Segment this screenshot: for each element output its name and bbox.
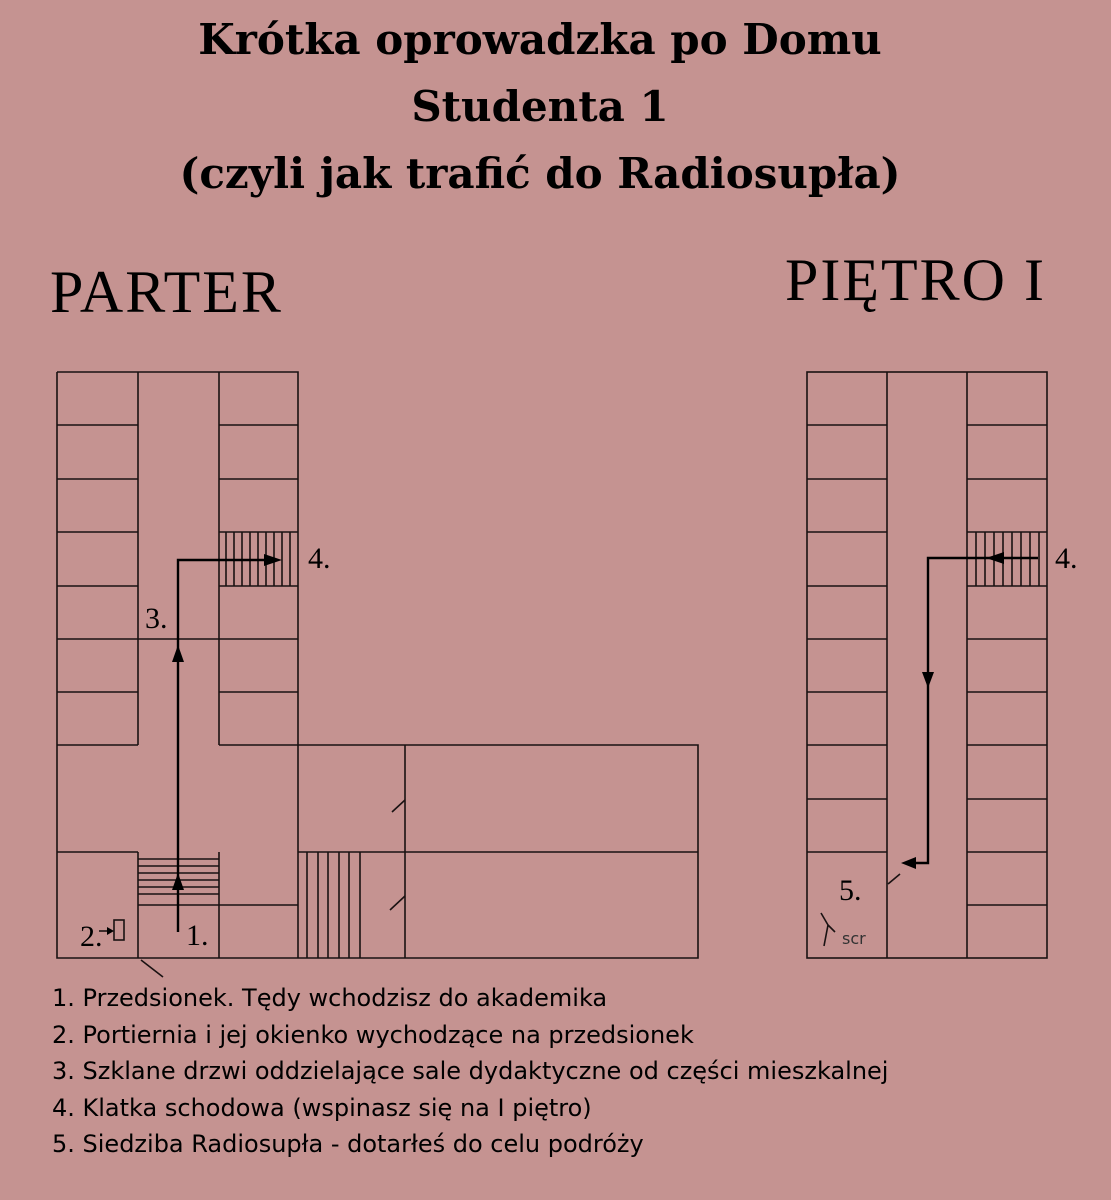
legend-item: 3. Szklane drzwi oddzielające sale dydaktyczne od części mieszkalnej	[52, 1057, 889, 1085]
legend-item: 2. Portiernia i jej okienko wychodzące na przedsionek	[52, 1020, 694, 1049]
radio-logo	[821, 913, 866, 948]
marker-4: 4.	[1055, 542, 1078, 575]
route-arrow	[178, 560, 275, 932]
ground-outline	[57, 372, 698, 958]
door	[390, 896, 405, 910]
first-floor-plan	[807, 372, 1078, 958]
arrow-head	[922, 672, 934, 688]
route-arrow	[907, 558, 1038, 863]
ground-floor-label: PARTER	[50, 259, 283, 325]
legend	[52, 980, 888, 1163]
marker-2: 2.	[80, 920, 103, 953]
logo-figure	[828, 925, 835, 932]
ground-floor-plan	[57, 372, 698, 977]
logo-text: scr	[842, 929, 866, 948]
title-line-2: Studenta 1	[411, 82, 669, 131]
door	[888, 874, 900, 884]
arrow-head	[172, 645, 184, 662]
entrance-door	[141, 960, 163, 977]
marker-5: 5.	[839, 874, 862, 907]
marker-3: 3.	[145, 602, 168, 635]
porter-window	[114, 920, 124, 940]
logo-figure	[821, 913, 828, 925]
marker-4: 4.	[308, 542, 331, 575]
porter-arrow-head	[107, 927, 114, 935]
legend-item: 4. Klatka schodowa (wspinasz się na I piętro)	[52, 1093, 592, 1122]
door	[392, 800, 405, 812]
first-floor-label: PIĘTRO I	[785, 247, 1046, 313]
title-line-3: (czyli jak trafić do Radiosupła)	[179, 149, 901, 198]
arrow-head	[901, 857, 916, 869]
legend-item: 5. Siedziba Radiosupła - dotarłeś do celu podróży	[52, 1130, 644, 1158]
logo-figure	[824, 925, 828, 946]
title-line-1: Krótka oprowadzka po Domu	[198, 15, 882, 64]
arrow-head	[264, 554, 282, 566]
marker-1: 1.	[186, 919, 209, 952]
arrow-head	[172, 873, 184, 890]
legend-item: 1. Przedsionek. Tędy wchodzisz do akademika	[52, 984, 608, 1012]
arrow-head	[986, 552, 1004, 564]
